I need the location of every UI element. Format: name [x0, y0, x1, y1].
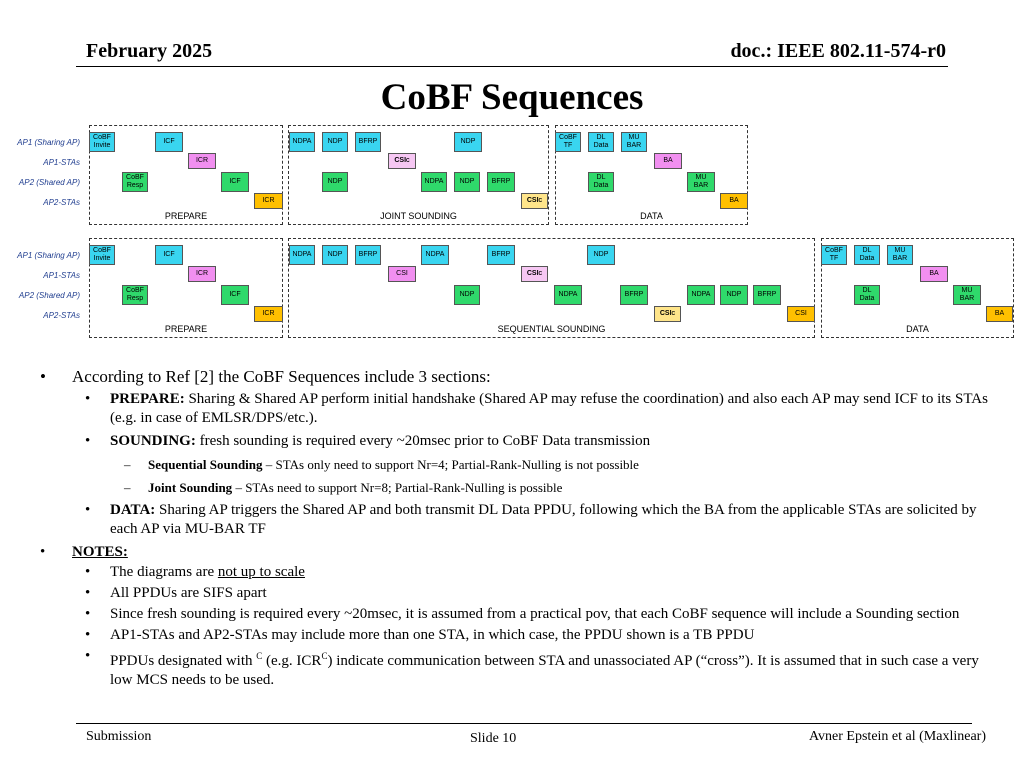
d2-bfrp-ap2-second: BFRP	[753, 285, 781, 305]
d1-icf-ap1: ICF	[155, 132, 183, 152]
d1-ndp-ap2: NDP	[322, 172, 348, 192]
footer-author: Avner Epstein et al (Maxlinear)	[808, 729, 986, 744]
row-label-ap2-stas: AP2-STAs	[43, 198, 80, 207]
footer-slide-number: Slide 10	[470, 731, 517, 746]
d2-ndp-ap2: NDP	[454, 285, 480, 305]
row-label-ap2-2: AP2 (Shared AP)	[18, 291, 80, 300]
row-label-ap1-stas: AP1-STAs	[43, 158, 80, 167]
d2-csi-ap1-stas: CSI	[388, 266, 416, 282]
row-label-ap1: AP1 (Sharing AP)	[17, 138, 80, 147]
d2-dl-data-ap1: DL Data	[854, 245, 880, 265]
d1-bfrp-ap1: BFRP	[355, 132, 381, 152]
d2-ndp-ap1: NDP	[322, 245, 348, 265]
d1-ba-ap2-stas: BA	[720, 193, 748, 209]
d1-cobf-resp: CoBF Resp	[122, 172, 148, 192]
note-cross: • PPDUs designated with $^C$ (e.g. $ICR^C$) indicate communication between STA and unassociated AP (“cross”). It is assumed that in such case a very low MCS needs to be used.	[85, 648, 979, 688]
row-label-ap1-stas-2: AP1-STAs	[43, 271, 80, 280]
d2-cobf-resp: CoBF Resp	[122, 285, 148, 305]
bullet-prepare: • PREPARE: Sharing & Shared AP perform initial handshake (Shared AP may refuse the coordination) and also each AP may send ICF to its STAs (e.g. in case of EMLSR/DPS/etc.).	[85, 391, 988, 426]
d2-ndpa-ap2-second: NDPA	[687, 285, 715, 305]
d2-icr-ap1-stas: ICR	[188, 266, 216, 282]
d1-ndp-ap1-second: NDP	[454, 132, 482, 152]
d2-ndp-ap1-second: NDP	[587, 245, 615, 265]
d1-icr-ap1-stas: ICR	[188, 153, 216, 169]
d2-ndpa-ap1-second: NDPA	[421, 245, 449, 265]
bullet-sounding: • SOUNDING: fresh sounding is required every ~20msec prior to CoBF Data transmission	[85, 433, 651, 449]
bullet-data: • DATA: Sharing AP triggers the Shared AP and both transmit DL Data PPDU, following which the BA from the applicable STAs are solicited by each AP via MU-BAR TF	[85, 502, 977, 537]
d2-mu-bar-ap2: MU BAR	[953, 285, 981, 305]
d1-ndp-ap1: NDP	[322, 132, 348, 152]
d1-dl-data-ap1: DL Data	[588, 132, 614, 152]
d2-cobf-invite: CoBF Invite	[89, 245, 115, 265]
doc-id: doc.: IEEE 802.11-574-r0	[730, 40, 946, 62]
page-title: CoBF Sequences	[380, 77, 644, 118]
d2-data-label: DATA	[906, 324, 929, 334]
note-sifs: • All PPDUs are SIFS apart	[85, 585, 267, 601]
d1-csi-ap2-stas: CSI C	[521, 193, 548, 209]
d1-cobf-tf: CoBF TF	[555, 132, 581, 152]
note-sounding: • Since fresh sounding is required every ~20msec, it is assumed from a practical pov, that each CoBF sequence will include a Sounding section	[85, 606, 960, 622]
d1-dl-data-ap2: DL Data	[588, 172, 614, 192]
d1-ndpa-ap1: NDPA	[289, 132, 315, 152]
d2-icf-ap2: ICF	[221, 285, 249, 305]
bullet-intro: • According to Ref [2] the CoBF Sequences include 3 sections:	[40, 367, 491, 386]
d1-ndp-ap2-second: NDP	[454, 172, 480, 192]
d2-bfrp-ap1-second: BFRP	[487, 245, 515, 265]
d2-data-section	[821, 238, 1014, 338]
d1-sounding-label: JOINT SOUNDING	[380, 211, 457, 221]
footer-submission: Submission	[86, 729, 152, 744]
row-label-ap2: AP2 (Shared AP)	[18, 178, 80, 187]
d2-icf-ap1: ICF	[155, 245, 183, 265]
d1-prepare-label: PREPARE	[164, 211, 208, 221]
d2-csi-ap2-stas: CSI	[787, 306, 815, 322]
d2-bfrp-ap1: BFRP	[355, 245, 381, 265]
d2-csi-cross-ap2-stas: CSI C	[654, 306, 681, 322]
d2-sounding-label: SEQUENTIAL SOUNDING	[497, 324, 606, 334]
d1-ba-ap1-stas: BA	[654, 153, 682, 169]
d2-ba-ap2-stas: BA	[986, 306, 1013, 322]
d1-mu-bar-ap1: MU BAR	[621, 132, 647, 152]
bullet-notes: • NOTES:	[40, 544, 128, 560]
d1-prepare-section	[89, 125, 283, 225]
bullet-list	[40, 367, 1000, 692]
d2-prepare-label: PREPARE	[164, 324, 208, 334]
d1-cobf-invite: CoBF Invite	[89, 132, 115, 152]
d1-mu-bar-ap2: MU BAR	[687, 172, 715, 192]
header-rule	[76, 66, 948, 67]
d1-data-label: DATA	[640, 211, 663, 221]
d1-ndpa-ap2: NDPA	[421, 172, 447, 192]
d2-ndpa-ap2: NDPA	[554, 285, 582, 305]
d1-icr-ap2-stas: ICR	[254, 193, 283, 209]
d2-ndp-ap2-second: NDP	[720, 285, 748, 305]
note-scale: • The diagrams are not up to scale	[85, 564, 305, 580]
d1-csi-ap1-stas: CSI C	[388, 153, 416, 169]
bullet-sequential: – Sequential Sounding – STAs only need to support Nr=4; Partial-Rank-Nulling is not possible	[124, 457, 639, 472]
d2-prepare-section	[89, 238, 283, 338]
d1-data-section	[555, 125, 748, 225]
d2-ba-ap1-stas: BA	[920, 266, 948, 282]
d2-dl-data-ap2: DL Data	[854, 285, 880, 305]
footer-rule	[76, 723, 972, 724]
bullet-joint: – Joint Sounding – STAs need to support Nr=8; Partial-Rank-Nulling is possible	[124, 480, 563, 495]
d1-icf-ap2: ICF	[221, 172, 249, 192]
d2-mu-bar-ap1: MU BAR	[887, 245, 913, 265]
d2-ndpa-ap1: NDPA	[289, 245, 315, 265]
note-stas: • AP1-STAs and AP2-STAs may include more than one STA, in which case, the PPDU shown is a TB PPDU	[85, 627, 755, 643]
d2-cobf-tf: CoBF TF	[821, 245, 847, 265]
d1-bfrp-ap2: BFRP	[487, 172, 515, 192]
d2-bfrp-ap2: BFRP	[620, 285, 648, 305]
d2-csi-cross-ap1-stas: CSI C	[521, 266, 548, 282]
date: February 2025	[86, 40, 213, 62]
row-label-ap1-2: AP1 (Sharing AP)	[17, 251, 80, 260]
row-label-ap2-stas-2: AP2-STAs	[43, 311, 80, 320]
d2-icr-ap2-stas: ICR	[254, 306, 283, 322]
